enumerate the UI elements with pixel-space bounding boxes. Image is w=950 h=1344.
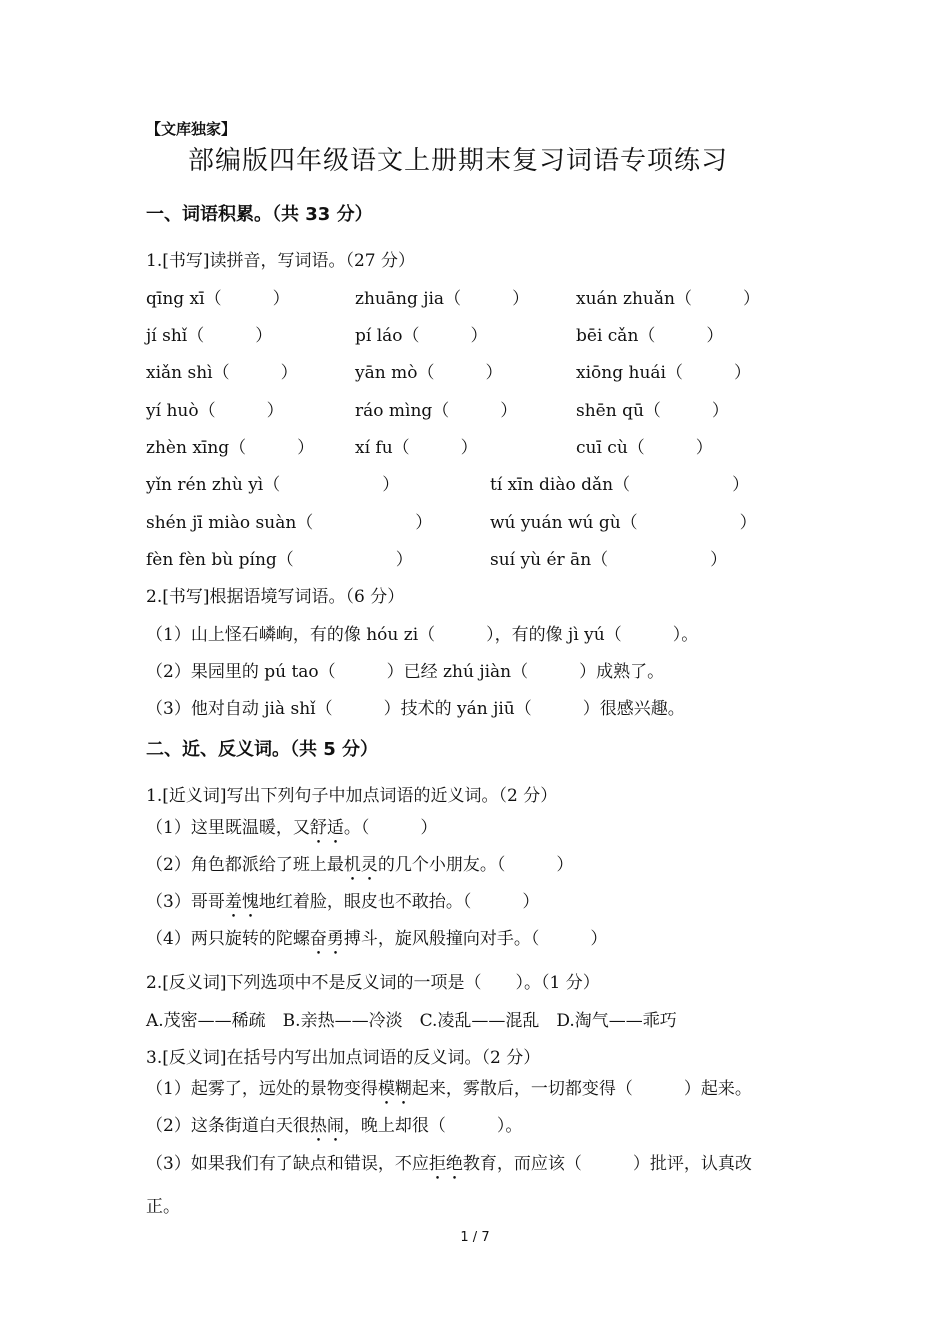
dotted-word: 拒绝 [428,1154,463,1174]
s2-q2-options: A.茂密——稀疏 B.亲热——冷淡 C.凌乱——混乱 D.淘气——乖巧 [146,1011,677,1031]
context-item: （2）果园里的 pú tao（ ）已经 zhú jiàn（ ）成熟了。 [146,662,665,682]
pinyin-item: qīng xī（ ） [146,289,290,309]
sentence-text: （4）两只旋转的陀螺 [146,929,310,949]
pinyin-item: yí huò（ ） [146,401,284,421]
sentence-text: 起来，雾散后，一切都变得（ ）起来。 [411,1079,752,1099]
sentence-text: （1）这里既温暖，又 [146,818,310,838]
s1-q1-prompt: 1.[书写]读拼音，写词语。（27 分） [146,251,416,271]
pinyin-item: xiǎn shì（ ） [146,363,298,383]
dotted-word: 舒适 [309,818,344,838]
page-title: 部编版四年级语文上册期末复习词语专项练习 [188,146,729,176]
pinyin-item: jí shǐ（ ） [146,326,273,346]
antonym-item [146,1149,752,1184]
dotted-word: 羞愧 [224,892,259,912]
context-item: （3）他对自动 jià shǐ（ ）技术的 yán jiū（ ）很感兴趣。 [146,699,685,719]
sentence-text: 搏斗，旋风般撞向对手。（ ） [343,929,608,949]
antonym-item [146,1074,752,1109]
pinyin-idiom-item: shén jī miào suàn（ ） [146,513,433,533]
s2-q1-prompt: 1.[近义词]写出下列句子中加点词语的近义词。（2 分） [146,786,558,806]
dotted-word: 机灵 [343,855,378,875]
sentence-text: （1）起雾了，远处的景物变得 [146,1079,378,1099]
s2-q3-prompt: 3.[反义词]在括号内写出加点词语的反义词。（2 分） [146,1048,541,1068]
pinyin-item: xí fu（ ） [355,438,478,458]
pinyin-item: zhèn xīng（ ） [146,438,315,458]
pinyin-item: bēi cǎn（ ） [576,326,724,346]
synonym-item [146,887,539,922]
pinyin-idiom-item: tí xīn diào dǎn（ ） [490,475,750,495]
sentence-text: （2）角色都派给了班上最 [146,855,344,875]
pinyin-item: ráo mìng（ ） [355,401,518,421]
sentence-text: （3）哥哥 [146,892,225,912]
s1-q2-prompt: 2.[书写]根据语境写词语。（6 分） [146,587,405,607]
dotted-word: 奋勇 [309,929,344,949]
antonym-continuation: 正。 [146,1197,180,1217]
synonym-item [146,924,607,959]
pinyin-item: yān mò（ ） [355,363,503,383]
pinyin-item: xiōng huái（ ） [576,363,751,383]
sentence-text: 教育，而应该（ ）批评，认真改 [462,1154,752,1174]
context-item: （1）山上怪石嶙峋，有的像 hóu zi（ ），有的像 jì yú（ ）。 [146,625,699,645]
pinyin-item: shēn qū（ ） [576,401,729,421]
dotted-word: 热闹 [309,1116,344,1136]
section2-heading: 二、近、反义词。（共 5 分） [146,739,379,760]
synonym-item [146,850,573,885]
pinyin-idiom-item: yǐn rén zhù yì（ ） [146,475,400,495]
pinyin-item: pí láo（ ） [355,326,488,346]
dotted-word: 模糊 [377,1079,412,1099]
exclusive-tag: 【文库独家】 [146,120,237,138]
pinyin-item: xuán zhuǎn（ ） [576,289,760,309]
pinyin-idiom-item: fèn fèn bù píng（ ） [146,550,413,570]
sentence-text: （3）如果我们有了缺点和错误，不应 [146,1154,429,1174]
sentence-text: （2）这条街道白天很 [146,1116,310,1136]
sentence-text: 的几个小朋友。（ ） [377,855,574,875]
pinyin-item: cuī cù（ ） [576,438,713,458]
sentence-text: 。（ ） [343,818,438,838]
antonym-item [146,1111,522,1146]
pinyin-idiom-item: suí yù ér ān（ ） [490,550,728,570]
page-number: 1 / 7 [460,1230,490,1245]
pinyin-item: zhuāng jia（ ） [355,289,530,309]
synonym-item [146,813,437,848]
pinyin-idiom-item: wú yuán wú gù（ ） [490,513,757,533]
s2-q2-prompt: 2.[反义词]下列选项中不是反义词的一项是（ ）。（1 分） [146,973,600,993]
sentence-text: 地红着脸，眼皮也不敢抬。（ ） [258,892,540,912]
sentence-text: ，晚上却很（ ）。 [343,1116,523,1136]
section1-heading: 一、词语积累。（共 33 分） [146,204,373,225]
